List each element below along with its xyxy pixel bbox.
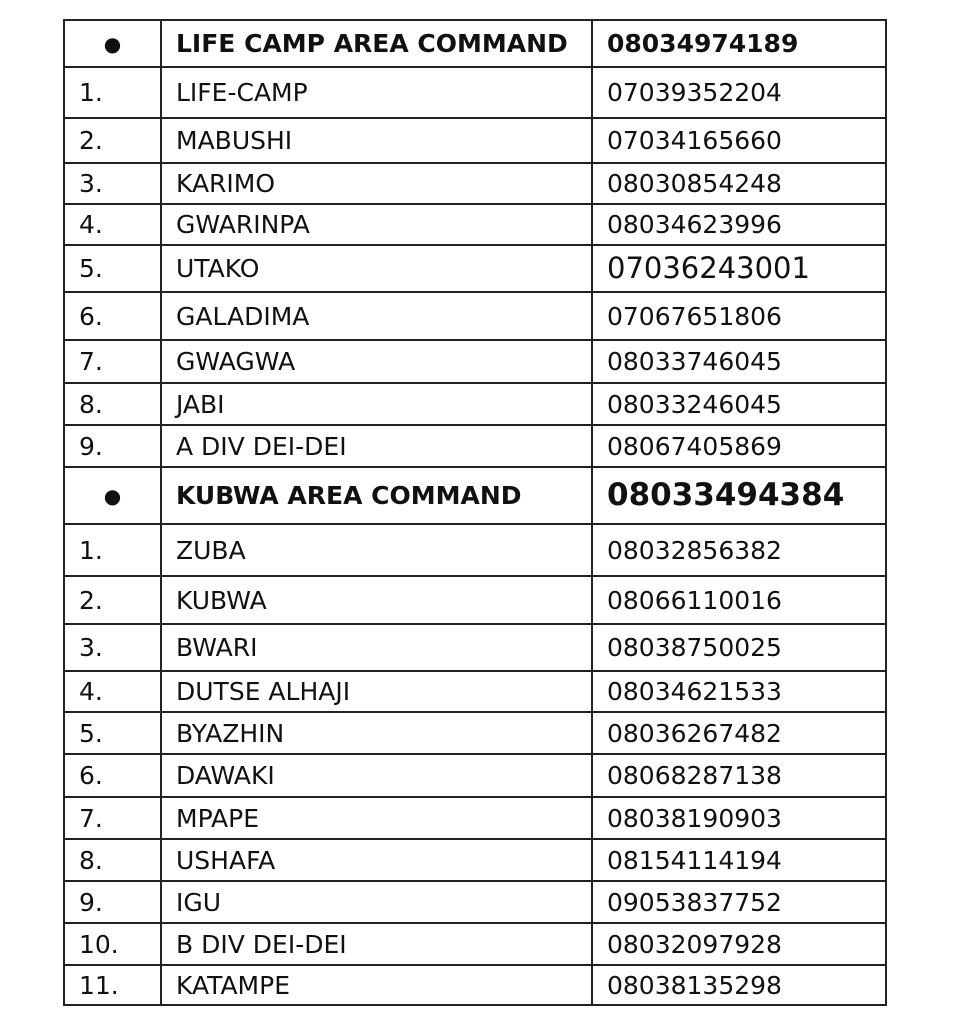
location-name: KUBWA	[161, 576, 592, 624]
row-number: 10.	[64, 923, 161, 965]
location-name: GALADIMA	[161, 292, 592, 340]
row-number: 8.	[64, 383, 161, 425]
phone-number: 08032856382	[592, 524, 886, 576]
table-row	[64, 163, 886, 204]
location-name: GWARINPA	[161, 204, 592, 245]
row-number: 2.	[64, 118, 161, 163]
table-row	[64, 624, 886, 671]
table-row	[64, 67, 886, 118]
location-name: B DIV DEI-DEI	[161, 923, 592, 965]
row-number: 1.	[64, 67, 161, 118]
row-number: 3.	[64, 163, 161, 204]
location-name: BYAZHIN	[161, 712, 592, 754]
phone-number: 08032097928	[592, 923, 886, 965]
location-name: IGU	[161, 881, 592, 923]
table-row	[64, 671, 886, 712]
table-row	[64, 524, 886, 576]
phone-number: 08038750025	[592, 624, 886, 671]
location-name: MABUSHI	[161, 118, 592, 163]
phone-number: 08036267482	[592, 712, 886, 754]
location-name: ZUBA	[161, 524, 592, 576]
phone-number: 08033746045	[592, 340, 886, 383]
phone-number: 07034165660	[592, 118, 886, 163]
bullet-icon: ●	[64, 467, 161, 524]
table-row	[64, 292, 886, 340]
phone-number: 09053837752	[592, 881, 886, 923]
phone-number: 08033246045	[592, 383, 886, 425]
section-header-life-camp	[64, 20, 886, 67]
phone-number: 08066110016	[592, 576, 886, 624]
row-number: 8.	[64, 839, 161, 881]
location-name: DUTSE ALHAJI	[161, 671, 592, 712]
location-name: GWAGWA	[161, 340, 592, 383]
table-row	[64, 712, 886, 754]
table-row	[64, 965, 886, 1005]
phone-number: 08034621533	[592, 671, 886, 712]
row-number: 5.	[64, 245, 161, 292]
location-name: JABI	[161, 383, 592, 425]
table-row	[64, 204, 886, 245]
row-number: 6.	[64, 292, 161, 340]
phone-number: 08030854248	[592, 163, 886, 204]
phone-number: 08034623996	[592, 204, 886, 245]
table-row	[64, 754, 886, 797]
table-row	[64, 576, 886, 624]
location-name: A DIV DEI-DEI	[161, 425, 592, 467]
location-name: DAWAKI	[161, 754, 592, 797]
table-row	[64, 383, 886, 425]
bullet-icon: ●	[64, 20, 161, 67]
phone-number: 08068287138	[592, 754, 886, 797]
location-name: USHAFA	[161, 839, 592, 881]
section-header-kubwa	[64, 467, 886, 524]
table-row	[64, 118, 886, 163]
location-name: KATAMPE	[161, 965, 592, 1005]
row-number: 5.	[64, 712, 161, 754]
location-name: UTAKO	[161, 245, 592, 292]
row-number: 2.	[64, 576, 161, 624]
row-number: 7.	[64, 340, 161, 383]
location-name: MPAPE	[161, 797, 592, 839]
section-phone: 08034974189	[592, 20, 886, 67]
section-phone: 08033494384	[592, 467, 886, 524]
phone-number: 08038190903	[592, 797, 886, 839]
row-number: 9.	[64, 425, 161, 467]
row-number: 4.	[64, 671, 161, 712]
location-name: BWARI	[161, 624, 592, 671]
row-number: 6.	[64, 754, 161, 797]
location-name: KARIMO	[161, 163, 592, 204]
table-row	[64, 839, 886, 881]
location-name: LIFE-CAMP	[161, 67, 592, 118]
row-number: 3.	[64, 624, 161, 671]
row-number: 11.	[64, 965, 161, 1005]
phone-number: 07067651806	[592, 292, 886, 340]
table-row	[64, 923, 886, 965]
phone-number: 08038135298	[592, 965, 886, 1005]
phone-number: 08154114194	[592, 839, 886, 881]
table-row	[64, 245, 886, 292]
phone-number: 07036243001	[592, 245, 886, 292]
phone-number: 07039352204	[592, 67, 886, 118]
contacts-table	[63, 19, 887, 1006]
phone-number: 08067405869	[592, 425, 886, 467]
row-number: 9.	[64, 881, 161, 923]
section-title: LIFE CAMP AREA COMMAND	[161, 20, 592, 67]
row-number: 7.	[64, 797, 161, 839]
table-row	[64, 425, 886, 467]
row-number: 1.	[64, 524, 161, 576]
table-row	[64, 881, 886, 923]
table-row	[64, 797, 886, 839]
section-title: KUBWA AREA COMMAND	[161, 467, 592, 524]
table-row	[64, 340, 886, 383]
row-number: 4.	[64, 204, 161, 245]
